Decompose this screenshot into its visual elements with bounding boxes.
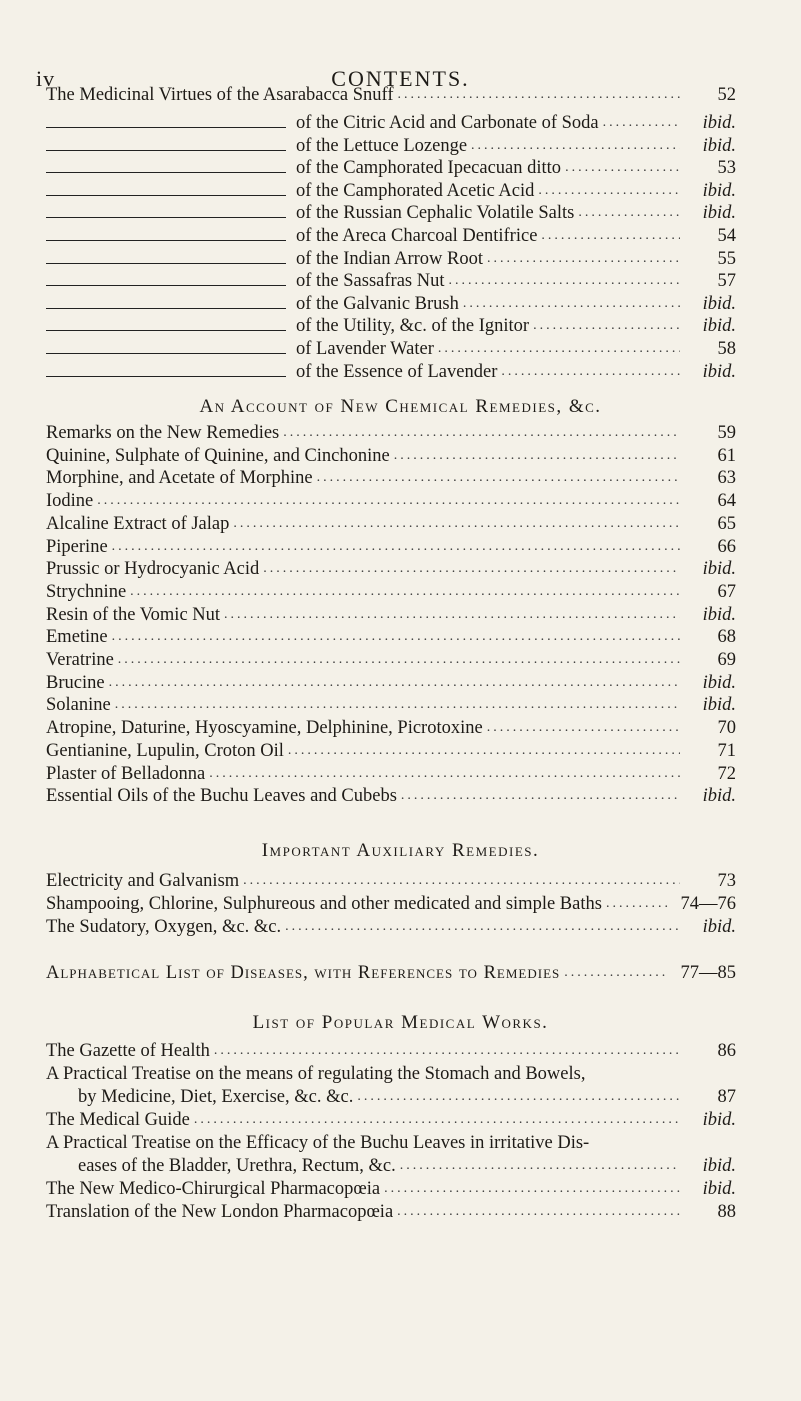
page-title: CONTENTS. <box>331 66 470 91</box>
toc-page-ref: ibid. <box>702 316 736 337</box>
toc-page-ref: 65 <box>717 513 736 534</box>
toc-page-ref: ibid. <box>702 361 736 382</box>
ditto-rule <box>46 172 286 173</box>
toc-page-ref: ibid. <box>702 917 736 937</box>
toc-page-ref: 54 <box>717 226 736 246</box>
toc-entry-text: of the Lettuce Lozenge <box>296 135 468 156</box>
toc-entry-text: Solanine <box>46 695 111 716</box>
toc-entry[interactable] <box>46 763 736 785</box>
toc-entry-text: Electricity and Galvanism <box>46 871 240 891</box>
toc-entry-text: Quinine, Sulphate of Quinine, and Cinchonine <box>46 445 390 466</box>
toc-entry[interactable] <box>46 248 736 270</box>
ditto-rule <box>46 240 286 241</box>
ditto-rule <box>46 353 286 354</box>
leader-dots <box>224 604 680 626</box>
toc-entry-text: of Lavender Water <box>296 339 434 359</box>
leader-dots <box>285 916 680 938</box>
toc-entry[interactable] <box>46 626 736 648</box>
toc-entry[interactable] <box>46 157 736 179</box>
toc-entry[interactable] <box>46 558 736 580</box>
toc-page-ref: 74—76 <box>680 894 736 914</box>
toc-page-ref: ibid. <box>702 203 736 224</box>
leader-dots <box>603 112 680 134</box>
toc-entry[interactable] <box>46 581 736 603</box>
toc-page-ref: 68 <box>717 627 736 648</box>
toc-entry-text: The Medical Guide <box>46 1110 190 1130</box>
toc-entry[interactable] <box>46 180 736 202</box>
toc-page-ref: 77—85 <box>680 963 736 983</box>
leader-dots <box>209 763 680 785</box>
leader-dots <box>394 445 680 467</box>
leader-dots <box>538 180 680 202</box>
toc-page-ref: 61 <box>717 445 736 466</box>
leader-dots <box>438 338 680 360</box>
toc-page-ref: 55 <box>717 248 736 269</box>
toc-entry[interactable] <box>46 84 736 106</box>
toc-entry-text: Iodine <box>46 491 94 512</box>
toc-entry-text: Veratrine <box>46 650 114 670</box>
toc-entry[interactable] <box>46 293 736 315</box>
toc-entry[interactable] <box>46 1040 736 1062</box>
section-heading-new-remedies: An Account of New Chemical Remedies, &c. <box>199 396 602 417</box>
toc-entry-text: Plaster of Belladonna <box>46 763 206 784</box>
toc-page-ref: ibid. <box>702 672 736 693</box>
ditto-rule <box>46 308 286 309</box>
toc-entry-text: eases of the Bladder, Urethra, Rectum, &c. <box>78 1156 396 1176</box>
toc-entry-text: of the Camphorated Ipecacuan ditto <box>296 158 562 179</box>
toc-entry-text[interactable]: A Practical Treatise on the Efficacy of the Buchu Leaves in irritative Dis- <box>46 1133 590 1153</box>
toc-entry[interactable] <box>46 338 736 360</box>
ditto-rule <box>46 376 286 377</box>
toc-entry-text: Shampooing, Chlorine, Sulphureous and other medicated and simple Baths <box>46 894 602 914</box>
toc-entry-text: of the Citric Acid and Carbonate of Soda <box>296 113 599 133</box>
leader-dots <box>118 649 680 671</box>
leader-dots <box>288 740 680 762</box>
toc-page-ref: ibid. <box>702 604 736 625</box>
leader-dots <box>214 1040 680 1062</box>
toc-entry-text: The Sudatory, Oxygen, &c. &c. <box>46 917 282 937</box>
leader-dots <box>541 225 680 247</box>
toc-page-ref: 63 <box>717 468 736 489</box>
toc-entry[interactable] <box>46 202 736 224</box>
toc-entry[interactable] <box>46 225 736 247</box>
toc-entry[interactable] <box>46 513 736 535</box>
toc-entry[interactable] <box>46 649 736 671</box>
toc-entry-text: Brucine <box>46 672 105 693</box>
leader-dots <box>448 270 680 292</box>
toc-entry[interactable] <box>46 135 736 157</box>
toc-entry[interactable] <box>46 467 736 489</box>
toc-page-ref: 59 <box>717 423 736 443</box>
toc-entry-text: Prussic or Hydrocyanic Acid <box>46 559 260 580</box>
toc-entry[interactable] <box>46 740 736 762</box>
toc-page-ref: ibid. <box>702 1156 736 1176</box>
toc-page-ref: 86 <box>717 1041 736 1061</box>
leader-dots <box>130 581 680 603</box>
leader-dots <box>233 513 680 535</box>
ditto-rule <box>46 195 286 196</box>
toc-entry[interactable] <box>46 1201 736 1223</box>
leader-dots <box>487 717 680 739</box>
toc-entry-text: Emetine <box>46 627 108 648</box>
leader-dots <box>243 870 680 892</box>
toc-page-ref: 70 <box>717 718 736 739</box>
toc-entry-text: Morphine, and Acetate of Morphine <box>46 468 313 489</box>
toc-entry-text: Gentianine, Lupulin, Croton Oil <box>46 740 284 761</box>
ditto-rule <box>46 150 286 151</box>
leader-dots <box>533 315 680 337</box>
toc-entry-alphabetical[interactable] <box>46 962 736 984</box>
toc-entry[interactable] <box>46 717 736 739</box>
leader-dots <box>565 157 680 179</box>
toc-page-ref: ibid. <box>702 135 736 156</box>
toc-page-ref: 66 <box>717 536 736 557</box>
toc-page-ref: 67 <box>717 581 736 602</box>
leader-dots <box>398 84 680 106</box>
toc-entry-text: The Medicinal Virtues of the Asarabacca Snuff <box>46 85 394 105</box>
toc-entry[interactable] <box>46 893 736 915</box>
toc-page-ref: ibid. <box>702 113 736 133</box>
toc-page-ref: ibid. <box>702 786 736 807</box>
toc-page-ref: 69 <box>717 650 736 670</box>
toc-page-ref: 64 <box>717 491 736 512</box>
toc-page-ref: ibid. <box>702 1110 736 1130</box>
toc-page-ref: ibid. <box>702 180 736 201</box>
toc-entry[interactable] <box>46 536 736 558</box>
toc-entry-text[interactable]: A Practical Treatise on the means of regulating the Stomach and Bowels, <box>46 1064 586 1084</box>
leader-dots <box>263 558 680 580</box>
page-numeral: iv <box>36 66 56 91</box>
leader-dots <box>487 248 680 270</box>
toc-entry-text: of the Essence of Lavender <box>296 361 498 382</box>
leader-dots <box>194 1109 680 1131</box>
toc-entry[interactable] <box>78 1155 736 1177</box>
toc-entry[interactable] <box>46 916 736 938</box>
toc-entry[interactable] <box>46 1109 736 1131</box>
toc-entry[interactable] <box>46 422 736 444</box>
toc-entry[interactable] <box>46 672 736 694</box>
toc-entry-text: Atropine, Daturine, Hyoscyamine, Delphinine, Picrotoxine <box>46 718 483 739</box>
leader-dots <box>463 293 680 315</box>
toc-page-ref: 87 <box>717 1087 736 1107</box>
toc-entry-text: Resin of the Vomic Nut <box>46 604 221 625</box>
toc-entry-text: of the Areca Charcoal Dentifrice <box>296 226 538 246</box>
leader-dots <box>501 361 680 383</box>
leader-dots <box>357 1086 680 1108</box>
ditto-rule <box>46 263 286 264</box>
ditto-rule <box>46 330 286 331</box>
toc-entry[interactable] <box>46 1178 736 1200</box>
toc-entry[interactable] <box>46 361 736 383</box>
toc-page-ref: 88 <box>717 1202 736 1222</box>
leader-dots <box>400 1155 680 1177</box>
leader-dots <box>578 202 680 224</box>
toc-entry[interactable] <box>46 870 736 892</box>
toc-entry[interactable] <box>46 604 736 626</box>
toc-entry-text: Essential Oils of the Buchu Leaves and Cubebs <box>46 786 397 807</box>
leader-dots <box>109 672 680 694</box>
toc-entry-text: of the Camphorated Acetic Acid <box>296 180 535 201</box>
toc-entry-text: of the Indian Arrow Root <box>296 248 484 269</box>
leader-dots <box>384 1178 680 1200</box>
toc-page-ref: ibid. <box>702 695 736 716</box>
leader-dots <box>283 422 680 444</box>
toc-entry[interactable] <box>46 270 736 292</box>
ditto-rule <box>46 127 286 128</box>
leader-dots <box>97 490 680 512</box>
section-heading-auxiliary: Important Auxiliary Remedies. <box>261 840 540 861</box>
ditto-rule <box>46 285 286 286</box>
leader-dots <box>397 1201 680 1223</box>
leader-dots <box>115 694 680 716</box>
toc-entry-text: of the Sassafras Nut <box>296 271 445 292</box>
leader-dots <box>401 785 680 807</box>
leader-dots <box>606 893 668 915</box>
toc-entry-text: Piperine <box>46 536 108 557</box>
toc-entry-text: Alcaline Extract of Jalap <box>46 513 230 534</box>
toc-entry-text: Remarks on the New Remedies <box>46 423 280 443</box>
leader-dots <box>112 536 680 558</box>
leader-dots <box>564 962 668 984</box>
toc-entry-text: of the Utility, &c. of the Ignitor <box>296 316 530 337</box>
toc-page-ref: 53 <box>717 158 736 179</box>
toc-page-ref: 72 <box>717 763 736 784</box>
toc-entry[interactable] <box>78 1086 736 1108</box>
toc-entry-text: Alphabetical List of Diseases, with References to Remedies <box>46 963 561 983</box>
ditto-rule <box>46 217 286 218</box>
leader-dots <box>471 135 680 157</box>
section-heading-popular: List of Popular Medical Works. <box>252 1012 549 1033</box>
toc-entry[interactable] <box>46 694 736 716</box>
toc-entry-text: of the Russian Cephalic Volatile Salts <box>296 203 575 224</box>
leader-dots <box>112 626 680 648</box>
toc-page-ref: ibid. <box>702 559 736 580</box>
toc-entry-text: Strychnine <box>46 581 127 602</box>
toc-page-ref: ibid. <box>702 1179 736 1199</box>
toc-entry[interactable] <box>46 112 736 134</box>
toc-entry[interactable] <box>46 490 736 512</box>
leader-dots <box>317 467 680 489</box>
toc-page-ref: 52 <box>717 85 736 105</box>
toc-entry-text: by Medicine, Diet, Exercise, &c. &c. <box>78 1087 354 1107</box>
toc-entry-text: of the Galvanic Brush <box>296 293 459 314</box>
toc-page-ref: 71 <box>717 740 736 761</box>
toc-entry[interactable] <box>46 445 736 467</box>
toc-page-ref: ibid. <box>702 293 736 314</box>
toc-entry-text: The Gazette of Health <box>46 1041 210 1061</box>
toc-entry-text: The New Medico-Chirurgical Pharmacopœia <box>46 1179 381 1199</box>
toc-entry-text: Translation of the New London Pharmacopœia <box>46 1202 394 1222</box>
toc-entry[interactable] <box>46 785 736 807</box>
toc-page-ref: 73 <box>717 871 736 891</box>
toc-entry[interactable] <box>46 315 736 337</box>
toc-page-ref: 57 <box>717 271 736 292</box>
toc-page-ref: 58 <box>717 339 736 359</box>
